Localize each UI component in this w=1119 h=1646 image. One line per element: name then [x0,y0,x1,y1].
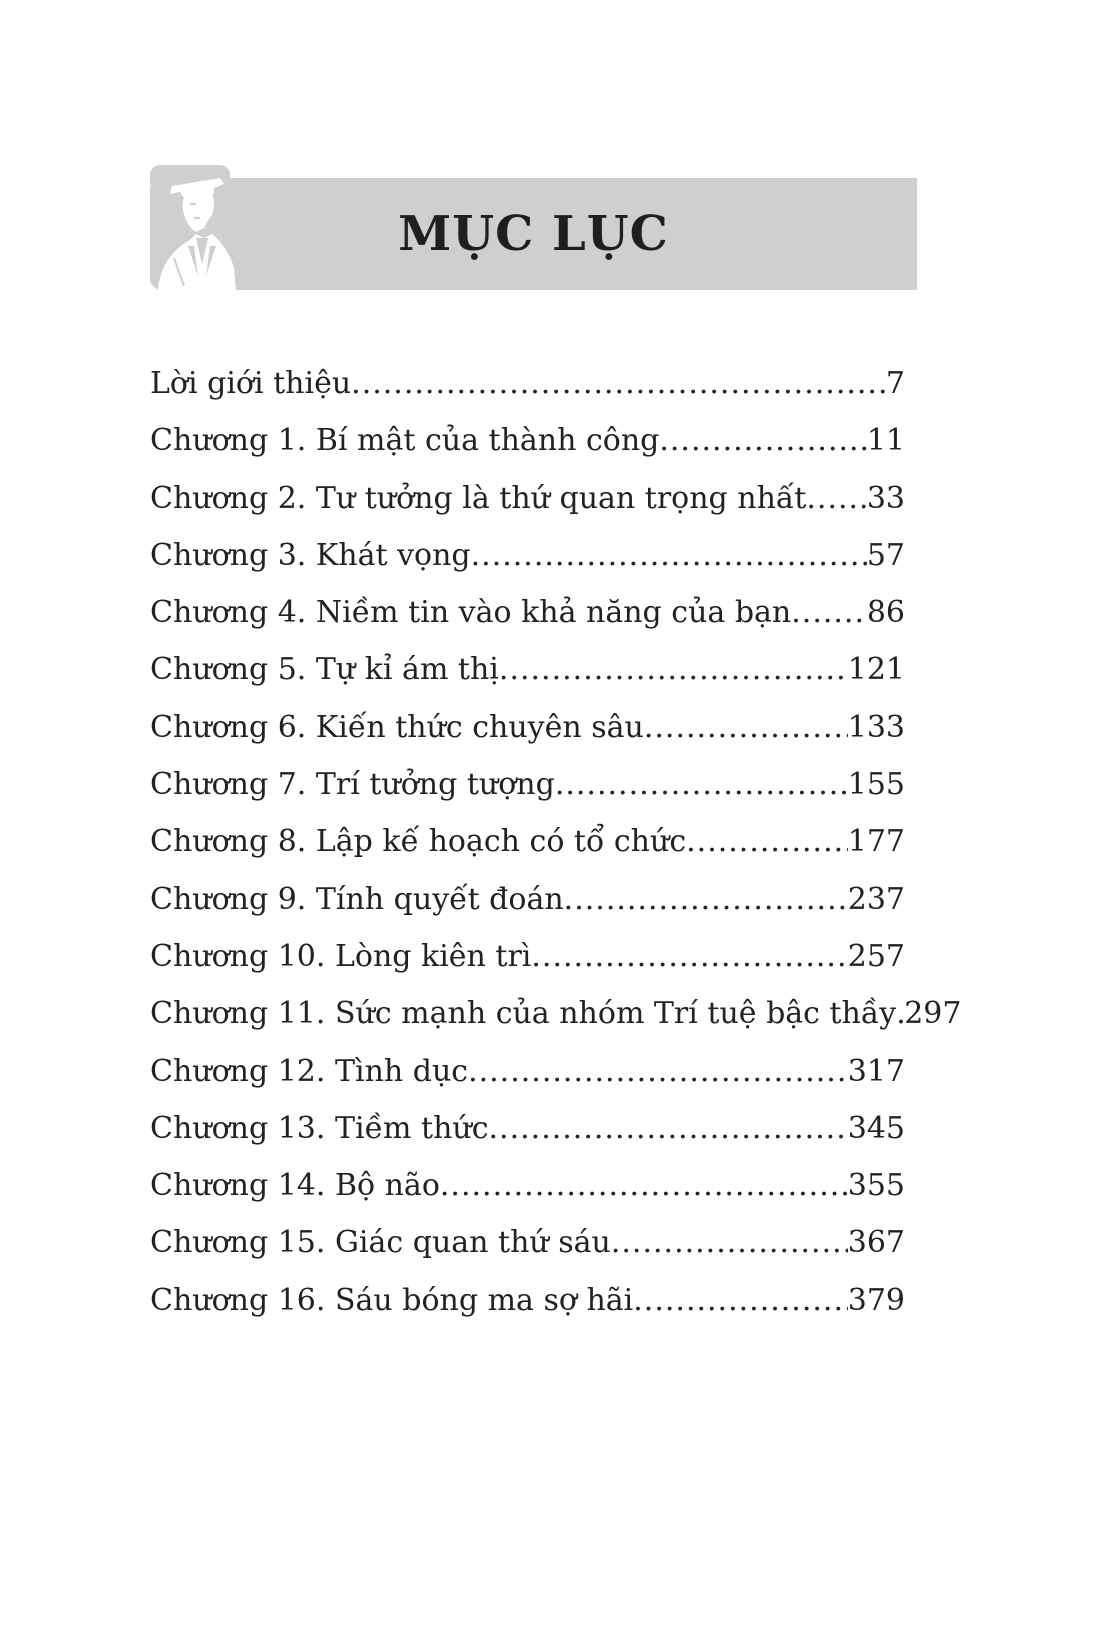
toc-entry-page: 367 [847,1225,905,1261]
toc-entry-page: 155 [847,767,905,803]
toc-entry[interactable] [150,1100,905,1157]
toc-entry-page: 33 [866,480,905,516]
toc-entry[interactable] [150,813,905,870]
toc-entry-page: 7 [885,366,905,401]
toc-entry-title: Chương 2. Tư tưởng là thứ quan trọng nhất [150,480,807,516]
toc-entry-page: 177 [847,824,905,860]
toc-dot-leader [659,412,866,469]
toc-dot-leader [806,470,866,527]
toc-entry-title: Chương 3. Khát vọng [150,537,471,573]
page-title: MỤC LỤC [398,206,669,262]
toc-entry-page: 133 [847,709,905,745]
toc-entry-page: 11 [866,423,905,459]
toc-entry-title: Chương 15. Giác quan thứ sáu [150,1225,611,1261]
toc-entry[interactable] [150,355,905,412]
toc-entry[interactable] [150,527,905,584]
toc-entry-title: Chương 5. Tự kỉ ám thị [150,652,499,688]
toc-entry-title: Chương 10. Lòng kiên trì [150,938,532,974]
toc-entry[interactable] [150,1043,905,1100]
toc-dot-leader [611,1214,848,1271]
toc-entry-page: 237 [847,881,905,917]
toc-entry-title: Chương 7. Trí tưởng tượng [150,767,555,803]
toc-entry-title: Chương 12. Tình dục [150,1053,469,1089]
toc-entry-page: 379 [847,1282,905,1318]
toc-entry-title: Chương 6. Kiến thức chuyên sâu [150,709,644,745]
toc-dot-leader [896,985,904,1042]
toc-entry-title: Chương 9. Tính quyết đoán [150,881,564,917]
toc-entry[interactable] [150,470,905,527]
toc-entry-title: Chương 8. Lập kế hoạch có tổ chức [150,824,687,860]
table-of-contents [150,355,962,1329]
toc-dot-leader [499,641,848,698]
toc-dot-leader [555,756,848,813]
toc-entry[interactable] [150,699,905,756]
toc-entry[interactable] [150,756,905,813]
toc-dot-leader [791,584,867,641]
toc-entry[interactable] [150,1272,905,1329]
toc-dot-leader [531,928,847,985]
toc-dot-leader [489,1100,848,1157]
toc-dot-leader [351,355,886,412]
toc-entry-title: Chương 14. Bộ não [150,1168,440,1204]
toc-entry-page: 57 [866,537,905,573]
toc-dot-leader [468,1043,848,1100]
toc-entry[interactable] [150,1214,905,1271]
toc-entry-title: Chương 11. Sức mạnh của nhóm Trí tuệ bậc thầy [150,996,897,1032]
toc-entry[interactable] [150,871,905,928]
toc-entry-page: 257 [847,938,905,974]
toc-entry[interactable] [150,985,962,1042]
toc-entry-page: 297 [904,996,962,1032]
toc-dot-leader [440,1157,848,1214]
toc-entry-page: 345 [847,1110,905,1146]
toc-dot-leader [644,699,848,756]
toc-entry[interactable] [150,1157,905,1214]
toc-entry[interactable] [150,584,905,641]
toc-entry[interactable] [150,928,905,985]
toc-entry-page: 317 [847,1053,905,1089]
toc-entry-page: 355 [847,1168,905,1204]
toc-dot-leader [633,1272,847,1329]
toc-entry-title: Lời giới thiệu [150,366,352,401]
toc-dot-leader [471,527,867,584]
toc-dot-leader [564,871,848,928]
toc-entry-title: Chương 1. Bí mật của thành công [150,423,660,459]
toc-entry[interactable] [150,412,905,469]
toc-entry[interactable] [150,641,905,698]
toc-dot-leader [686,813,848,870]
toc-entry-title: Chương 16. Sáu bóng ma sợ hãi [150,1282,634,1318]
toc-entry-page: 86 [866,595,905,631]
toc-entry-title: Chương 13. Tiềm thức [150,1110,489,1146]
toc-entry-page: 121 [847,652,905,688]
toc-entry-title: Chương 4. Niềm tin vào khả năng của bạn [150,595,792,631]
